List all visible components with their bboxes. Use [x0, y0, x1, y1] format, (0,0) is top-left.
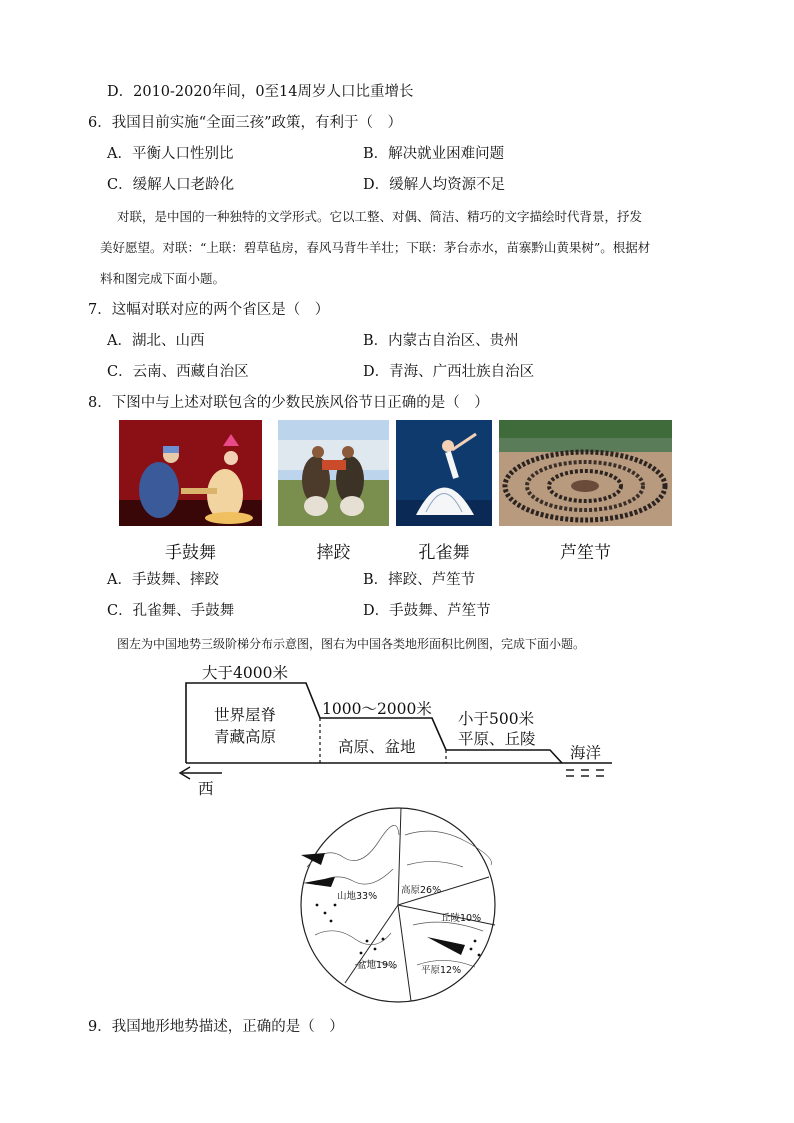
- q7-option-c: C．云南、西藏自治区: [107, 364, 249, 380]
- couplet-intro-line-2: 美好愿望。对联：“上联：碧草毡房，春风马背牛羊壮；下联：茅台赤水，苗寨黔山黄果树”。根据材: [100, 240, 651, 255]
- step1-name-line2: 青藏高原: [214, 728, 277, 746]
- step3-name: 平原、丘陵: [458, 730, 536, 748]
- terrain-intro: 图左为中国地势三级阶梯分布示意图，图右为中国各类地形面积比例图，完成下面小题。: [117, 637, 586, 651]
- photo-lusheng-festival: [499, 420, 672, 526]
- q7-stem: 7．这幅对联对应的两个省区是（ ）: [88, 302, 330, 318]
- q8-option-a: A．手鼓舞、摔跤: [107, 572, 219, 588]
- caption-lusheng-festival: 芦笙节: [560, 543, 611, 563]
- q8-option-b: B．摔跤、芦笙节: [363, 572, 476, 588]
- pie-label-basin: 盆地19%: [357, 960, 398, 971]
- couplet-intro: [100, 201, 687, 294]
- q6-option-c: C．缓解人口老龄化: [107, 177, 235, 193]
- q7-option-b: B．内蒙古自治区、贵州: [363, 333, 519, 349]
- q8-option-c: C．孔雀舞、手鼓舞: [107, 603, 235, 619]
- caption-peacock-dance: 孔雀舞: [418, 543, 470, 563]
- photo-peacock-dance: [396, 420, 492, 526]
- couplet-intro-line-1: 对联，是中国的一种独特的文学形式。它以工整、对偶、简洁、精巧的文字描绘时代背景，抒发: [117, 209, 643, 224]
- caption-wrestling: 摔跤: [316, 543, 351, 563]
- q8-stem: 8．下图中与上述对联包含的少数民族风俗节日正确的是（ ）: [88, 395, 489, 411]
- ocean-label: 海洋: [570, 744, 602, 762]
- ocean-wave-marks: [562, 763, 612, 776]
- q6-option-d: D．缓解人均资源不足: [363, 177, 506, 193]
- west-label: 西: [198, 780, 214, 798]
- q7-option-d: D．青海、广西壮族自治区: [363, 364, 535, 380]
- pie-label-hills: 丘陵10%: [441, 913, 482, 924]
- q9-stem: 9．我国地形地势描述，正确的是（ ）: [88, 1019, 344, 1035]
- q7-option-a: A．湖北、山西: [107, 333, 205, 349]
- q6-stem: 6．我国目前实施“全面三孩”政策，有利于（ ）: [88, 115, 403, 131]
- step1-elevation: 大于4000米: [202, 664, 288, 682]
- caption-hand-drum-dance: 手鼓舞: [165, 543, 216, 563]
- landform-area-pie: [295, 805, 505, 1005]
- photo-wrestling: [278, 420, 389, 526]
- terrain-staircase-diagram: [170, 655, 620, 805]
- pie-label-plain: 平原12%: [421, 965, 462, 976]
- couplet-intro-line-3: 料和图完成下面小题。: [100, 271, 226, 286]
- pie-label-plateau: 高原26%: [401, 885, 442, 896]
- q6-option-a: A．平衡人口性别比: [107, 146, 234, 162]
- step1-name-line1: 世界屋脊: [214, 706, 277, 724]
- q6-option-b: B．解决就业困难问题: [363, 146, 505, 162]
- q5-option-d: D．2010-2020年间，0至14周岁人口比重增长: [107, 84, 414, 100]
- pie-label-mountain: 山地33%: [337, 891, 378, 902]
- step2-name: 高原、盆地: [338, 738, 416, 756]
- step3-elevation: 小于500米: [458, 710, 535, 728]
- q8-option-d: D．手鼓舞、芦笙节: [363, 603, 491, 619]
- photo-hand-drum-dance: [119, 420, 262, 526]
- step2-elevation: 1000～2000米: [322, 700, 432, 718]
